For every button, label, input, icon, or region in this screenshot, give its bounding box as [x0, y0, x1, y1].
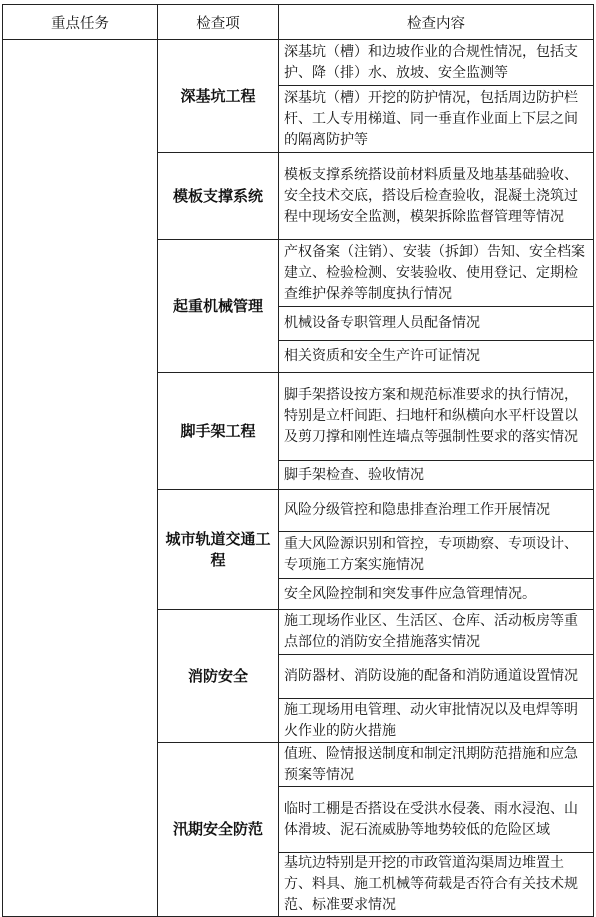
check-item-deep-foundation-pit: 深基坑工程	[158, 40, 279, 153]
check-content: 脚手架检查、验收情况	[279, 461, 594, 490]
check-content: 基坑边特别是开挖的市政管道沟渠周边堆置土方、料具、施工机械等荷载是否符合有关技术规范、标准要求情况	[279, 853, 594, 917]
check-item-formwork-support: 模板支撑系统	[158, 153, 279, 240]
check-content: 重大风险源识别和管控，专项勘察、专项设计、专项施工方案实施情况	[279, 532, 594, 579]
table-header-row	[3, 5, 594, 40]
check-item-lifting-machinery: 起重机械管理	[158, 240, 279, 373]
check-content: 相关资质和安全生产许可证情况	[279, 341, 594, 373]
check-item-flood-season-safety: 汛期安全防范	[158, 743, 279, 917]
check-content: 风险分级管控和隐患排查治理工作开展情况	[279, 490, 594, 532]
key-task-cell	[3, 40, 158, 917]
check-content: 临时工棚是否搭设在受洪水侵袭、雨水浸泡、山体滑坡、泥石流威胁等地势较低的危险区域	[279, 787, 594, 853]
check-content: 施工现场用电管理、动火审批情况以及电焊等明火作业的防火措施	[279, 699, 594, 743]
check-content: 深基坑（槽）和边坡作业的合规性情况，包括支护、降（排）水、放坡、安全监测等	[279, 40, 594, 86]
check-item-urban-rail-transit: 城市轨道交通工程	[158, 490, 279, 610]
check-content: 安全风险控制和突发事件应急管理情况。	[279, 579, 594, 610]
table-row	[3, 40, 594, 86]
check-content: 消防器材、消防设施的配备和消防通道设置情况	[279, 655, 594, 699]
check-content: 深基坑（槽）开挖的防护情况，包括周边防护栏杆、工人专用梯道、同一垂直作业面上下层之间的隔离防护等	[279, 86, 594, 153]
check-content: 值班、险情报送制度和制定汛期防范措施和应急预案等情况	[279, 743, 594, 787]
check-item-fire-safety: 消防安全	[158, 610, 279, 743]
check-item-scaffolding: 脚手架工程	[158, 373, 279, 490]
check-content: 机械设备专职管理人员配备情况	[279, 307, 594, 341]
check-content: 施工现场作业区、生活区、仓库、活动板房等重点部位的消防安全措施落实情况	[279, 610, 594, 655]
header-check-content: 检查内容	[279, 5, 594, 40]
inspection-table	[2, 4, 594, 917]
check-content: 产权备案（注销）、安装（拆卸）告知、安全档案建立、检验检测、安装验收、使用登记、定期检查维护保养等制度执行情况	[279, 240, 594, 307]
check-content: 模板支撑系统搭设前材料质量及地基基础验收、安全技术交底，搭设后检查验收，混凝土浇筑过程中现场安全监测，模架拆除监督管理等情况	[279, 153, 594, 240]
header-check-item: 检查项	[158, 5, 279, 40]
check-content: 脚手架搭设按方案和规范标准要求的执行情况，特别是立杆间距、扫地杆和纵横向水平杆设置以及剪刀撑和刚性连墙点等强制性要求的落实情况	[279, 373, 594, 461]
header-key-task: 重点任务	[3, 5, 158, 40]
